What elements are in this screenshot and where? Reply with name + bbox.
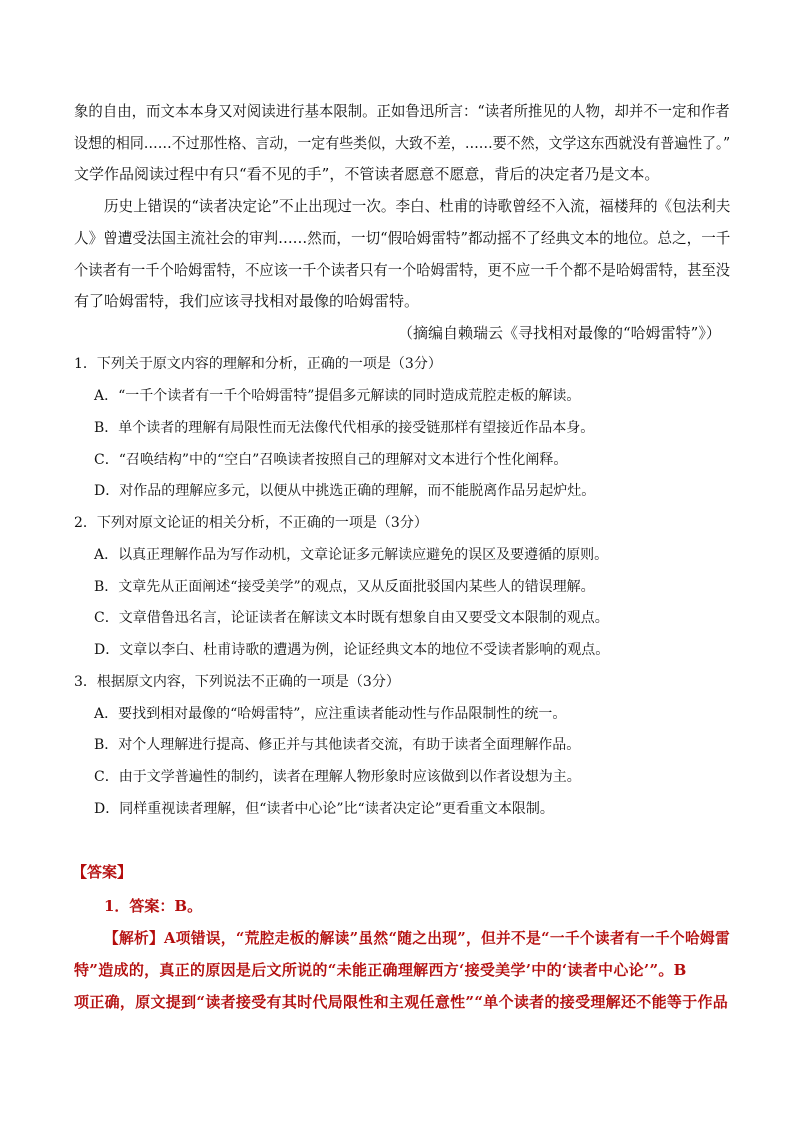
question-option: C．“召唤结构”中的“空白”召唤读者按照自己的理解对文本进行个性化阐释。 xyxy=(94,452,568,468)
passage-line: 个读者有一千个哈姆雷特，不应该一千个读者只有一个哈姆雷特，更不应一千个都不是哈姆雷特，甚至没 xyxy=(74,261,730,279)
question-option: D．文章以李白、杜甫诗歌的遭遇为例，论证经典文本的地位不受读者影响的观点。 xyxy=(94,642,610,658)
question-option: B．文章先从正面阐述“接受美学”的观点，又从反面批驳国内某些人的错误理解。 xyxy=(94,579,595,595)
passage-line: 有了哈姆雷特，我们应该寻找相对最像的哈姆雷特。 xyxy=(74,292,420,310)
answer-line: 1．答案：B。 xyxy=(104,897,203,915)
question-option: A．要找到相对最像的“哈姆雷特”，应注重读者能动性与作品限制性的统一。 xyxy=(94,706,567,722)
passage-line: 象的自由，而文本本身又对阅读进行基本限制。正如鲁迅所言：“读者所推见的人物，却并不一定和作者 xyxy=(74,102,730,120)
question-option: B．单个读者的理解有局限性而无法像代代相承的接受链那样有望接近作品本身。 xyxy=(94,420,595,436)
question-stem: 2．下列对原文论证的相关分析，不正确的一项是（3分） xyxy=(74,515,428,531)
question-stem: 1．下列关于原文内容的理解和分析，正确的一项是（3分） xyxy=(74,356,442,372)
analysis-line: 特”造成的，真正的原因是后文所说的“未能正确理解西方‘接受美学’中的‘读者中心论’”。B xyxy=(74,961,687,979)
question-option: B．对个人理解进行提高、修正并与其他读者交流，有助于读者全面理解作品。 xyxy=(94,737,581,753)
analysis-line: 【解析】A项错误，“荒腔走板的解读”虽然“随之出现”，但并不是“一千个读者有一千个哈姆雷 xyxy=(104,929,730,947)
passage-line: 人》曾遭受法国主流社会的审判……然而，一切“假哈姆雷特”都动摇不了经典文本的地位。总之，一千 xyxy=(74,229,731,247)
passage-line: 文学作品阅读过程中有只“看不见的手”，不管读者愿意不愿意，背后的决定者乃是文本。 xyxy=(74,165,660,183)
question-stem: 3．根据原文内容，下列说法不正确的一项是（3分） xyxy=(74,674,400,690)
question-option: A．以真正理解作品为写作动机，文章论证多元解读应避免的误区及要遵循的原则。 xyxy=(94,547,609,563)
question-option: C．文章借鲁迅名言，论证读者在解读文本时既有想象自由又要受文本限制的观点。 xyxy=(94,610,609,626)
question-option: D．对作品的理解应多元，以便从中挑选正确的理解，而不能脱离作品另起炉灶。 xyxy=(94,483,596,499)
analysis-line: 项正确，原文提到“读者接受有其时代局限性和主观任意性”“单个读者的接受理解还不能等于作品 xyxy=(74,993,729,1011)
passage-line: 历史上错误的“读者决定论”不止出现过一次。李白、杜甫的诗歌曾经不入流，福楼拜的《包法利夫 xyxy=(104,197,731,215)
answer-heading: 【答案】 xyxy=(72,863,133,881)
question-option: A．“一千个读者有一千个哈姆雷特”提倡多元解读的同时造成荒腔走板的解读。 xyxy=(94,388,581,404)
passage-line: 设想的相同……不过那性格、言动，一定有些类似，大致不差，……要不然，文学这东西就没有普遍性了。” xyxy=(74,134,731,152)
question-option: C．由于文学普遍性的制约，读者在理解人物形象时应该做到以作者设想为主。 xyxy=(94,769,581,785)
passage-source: （摘编自赖瑞云《寻找相对最像的“哈姆雷特”》） xyxy=(398,324,721,342)
question-option: D．同样重视读者理解，但“读者中心论”比“读者决定论”更看重文本限制。 xyxy=(94,801,554,817)
